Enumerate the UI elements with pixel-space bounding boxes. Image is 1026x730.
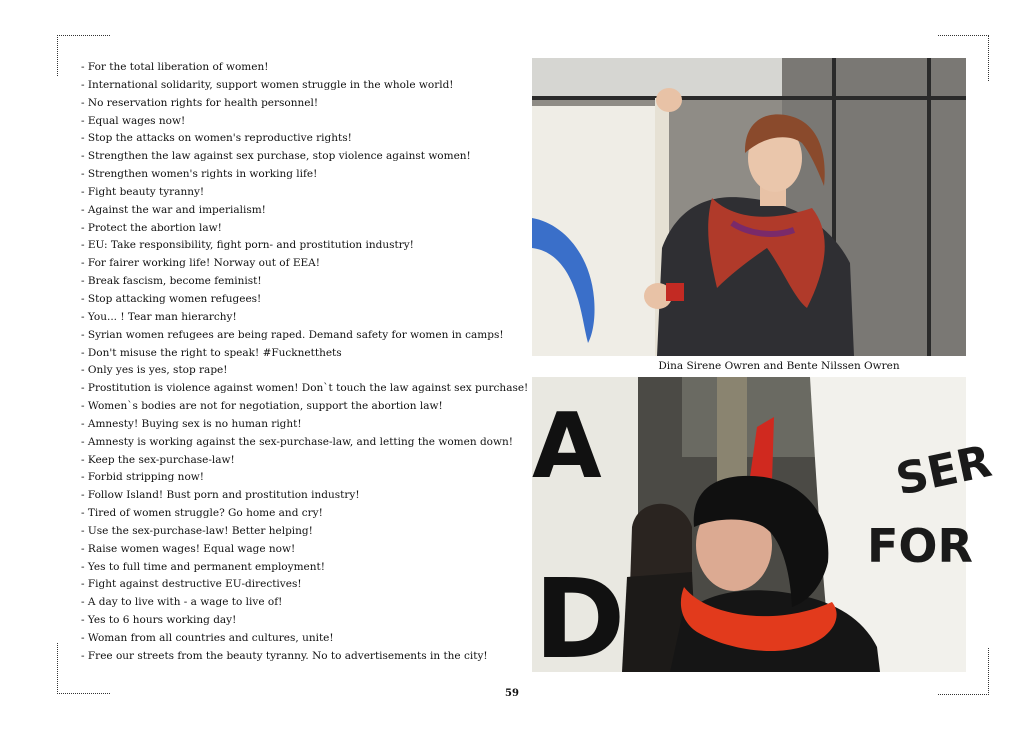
slogan-item: - International solidarity, support women struggle in the whole world!	[81, 78, 454, 91]
slogan-item: - No reservation rights for health personnel!	[81, 96, 319, 109]
photo-caption: Dina Sirene Owren and Bente Nilssen Owren	[658, 360, 900, 372]
banner-letters-right-bottom: FOR	[867, 519, 973, 573]
slogan-item: - Yes to 6 hours working day!	[81, 614, 237, 627]
slogan-item: - Use the sex-purchase-law! Better helping!	[81, 524, 313, 537]
slogan-item: - Only yes is yes, stop rape!	[81, 364, 228, 377]
page-number: 59	[505, 688, 519, 699]
slogan-item: - Fight against destructive EU-directives!	[81, 578, 302, 591]
slogan-item: - Break fascism, become feminist!	[81, 275, 262, 288]
banner-letters-left-bottom: D	[534, 555, 626, 683]
slogan-item: - Free our streets from the beauty tyranny. No to advertisements in the city!	[81, 649, 488, 662]
slogan-item: - Follow Island! Bust porn and prostitution industry!	[81, 489, 360, 502]
slogan-item: - Amnesty is working against the sex-purchase-law, and letting the women down!	[81, 435, 513, 448]
slogan-item: - Forbid stripping now!	[81, 471, 204, 484]
photo-woman-red-scarf	[532, 377, 996, 683]
photo-illustration	[532, 58, 966, 356]
slogan-item: - Women`s bodies are not for negotiation, support the abortion law!	[81, 400, 443, 413]
slogan-item: - Against the war and imperialism!	[81, 203, 266, 216]
slogan-item: - Strengthen women's rights in working life!	[81, 168, 318, 181]
slogan-item: - Protect the abortion law!	[81, 221, 222, 234]
slogan-list	[81, 59, 529, 666]
slogan-item: - Syrian women refugees are being raped. Demand safety for women in camps!	[81, 328, 504, 341]
banner-letters-right-top: SER	[891, 435, 996, 506]
photo-illustration	[532, 377, 996, 683]
slogan-item: - Keep the sex-purchase-law!	[81, 453, 235, 466]
slogan-item: - Prostitution is violence against women! Don`t touch the law against sex purchase!	[81, 382, 529, 395]
slogan-item: - A day to live with - a wage to live of!	[81, 596, 283, 609]
slogan-item: - For the total liberation of women!	[81, 61, 269, 73]
slogan-item: - Yes to full time and permanent employment!	[81, 560, 325, 573]
slogan-item: - EU: Take responsibility, fight porn- and prostitution industry!	[81, 239, 414, 252]
slogan-item: - Strengthen the law against sex purchase, stop violence against women!	[81, 150, 471, 163]
slogan-item: - Raise women wages! Equal wage now!	[81, 542, 296, 555]
slogan-item: - Amnesty! Buying sex is no human right!	[81, 417, 302, 430]
slogan-item: - Fight beauty tyranny!	[81, 185, 205, 198]
photo-woman-holding-banner	[532, 58, 966, 356]
slogan-item: - Don't misuse the right to speak! #Fucknetthets	[81, 346, 342, 359]
slogan-item: - You... ! Tear man hierarchy!	[81, 310, 237, 323]
slogan-item: - Equal wages now!	[81, 114, 186, 127]
slogan-item: - Tired of women struggle? Go home and cry!	[81, 507, 323, 520]
banner-letters-left-top: A	[532, 394, 602, 499]
slogan-item: - Stop the attacks on women's reproductive rights!	[81, 132, 352, 145]
slogan-item: - Stop attacking women refugees!	[81, 292, 262, 305]
slogan-item: - Woman from all countries and cultures, unite!	[81, 632, 334, 644]
slogan-item: - For fairer working life! Norway out of EEA!	[81, 257, 320, 270]
